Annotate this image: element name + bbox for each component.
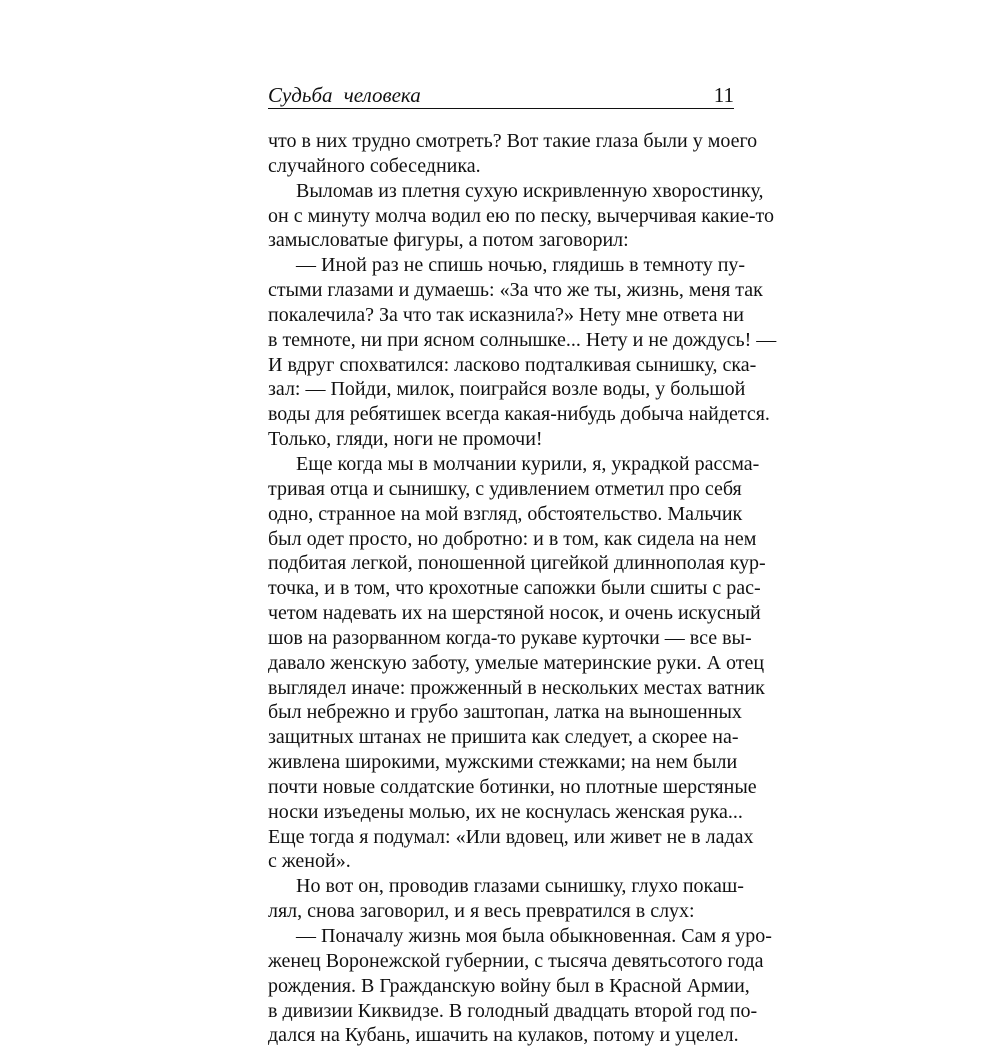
text-line: что в них трудно смотреть? Вот такие глаза были у моего (268, 130, 758, 152)
text-line: воды для ребятишек всегда какая-нибудь добыча найдется. (268, 403, 770, 426)
page-number: 11 (713, 83, 734, 107)
text-line: Выломав из плетня сухую искривленную хворостинку, (296, 179, 764, 202)
text-line: в дивизии Киквидзе. В голодный двадцать второй год по- (268, 999, 758, 1022)
text-line: дался на Кубань, ишачить на кулаков, потому и уцелел. (268, 1024, 739, 1047)
text-line: живлена широкими, мужскими стежками; на нем были (268, 751, 738, 774)
text-line: он с минуту молча водил ею по песку, вычерчивая какие-то (268, 204, 774, 227)
text-line: Только, гляди, ноги не промочи! (268, 428, 543, 451)
running-head (268, 82, 734, 108)
text-line: женец Воронежской губернии, с тысяча девятьсотого года (268, 949, 764, 972)
text-line: шов на разорванном когда-то рукаве курточки — все вы- (268, 626, 752, 649)
text-line: носки изъедены молью, их не коснулась женская рука... (268, 800, 743, 823)
text-line: случайного собеседника. (268, 154, 481, 177)
text-line: был небрежно и грубо заштопан, латка на выношенных (268, 701, 742, 724)
body-text (268, 129, 777, 1048)
text-line: Но вот он, проводив глазами сынишку, глухо покаш- (296, 875, 744, 898)
text-line: — Поначалу жизнь моя была обыкновенная. Сам я уро- (296, 925, 772, 947)
text-line: тривая отца и сынишку, с удивлением отметил про себя (268, 477, 742, 500)
text-line: лял, снова заговорил, и я весь превратился в слух: (268, 900, 695, 923)
text-line: — Иной раз не спишь ночью, глядишь в темноту пу- (296, 254, 746, 277)
text-line: был одет просто, но добротно: и в том, как сидела на нем (268, 527, 757, 550)
text-line: в темноте, ни при ясном солнышке... Нету и не дождусь! — (268, 328, 777, 351)
text-line: И вдруг спохватился: ласково подталкивая сынишку, ска- (268, 353, 757, 376)
text-line: подбитая легкой, поношенной цигейкой длиннополая кур- (268, 552, 766, 575)
running-title: Судьба человека (268, 83, 421, 107)
text-line: четом надевать их на шерстяной носок, и очень искусный (268, 602, 761, 625)
text-line: замысловатые фигуры, а потом заговорил: (268, 229, 629, 252)
text-line: выглядел иначе: прожженный в нескольких местах ватник (268, 676, 765, 699)
text-line: стыми глазами и думаешь: «За что же ты, жизнь, меня так (268, 279, 763, 302)
text-line: почти новые солдатские ботинки, но плотные шерстяные (268, 775, 757, 798)
text-line: защитных штанах не пришита как следует, а скорее на- (268, 726, 739, 749)
text-line: покалечила? За что так исказнила?» Нету мне ответа ни (268, 303, 744, 326)
text-line: точка, и в том, что крохотные сапожки были сшиты с рас- (268, 577, 761, 600)
text-line: с женой». (268, 850, 351, 873)
text-line: Еще тогда я подумал: «Или вдовец, или живет не в ладах (268, 825, 754, 848)
text-line: одно, странное на мой взгляд, обстоятельство. Мальчик (268, 502, 743, 525)
text-line: давало женскую заботу, умелые материнские руки. А отец (268, 651, 765, 674)
text-line: Еще когда мы в молчании курили, я, украдкой рассма- (296, 452, 760, 475)
header-rule (268, 108, 734, 109)
text-line: рождения. В Гражданскую войну был в Красной Армии, (268, 974, 750, 997)
text-line: зал: — Пойди, милок, поиграйся возле воды, у большой (268, 378, 746, 401)
